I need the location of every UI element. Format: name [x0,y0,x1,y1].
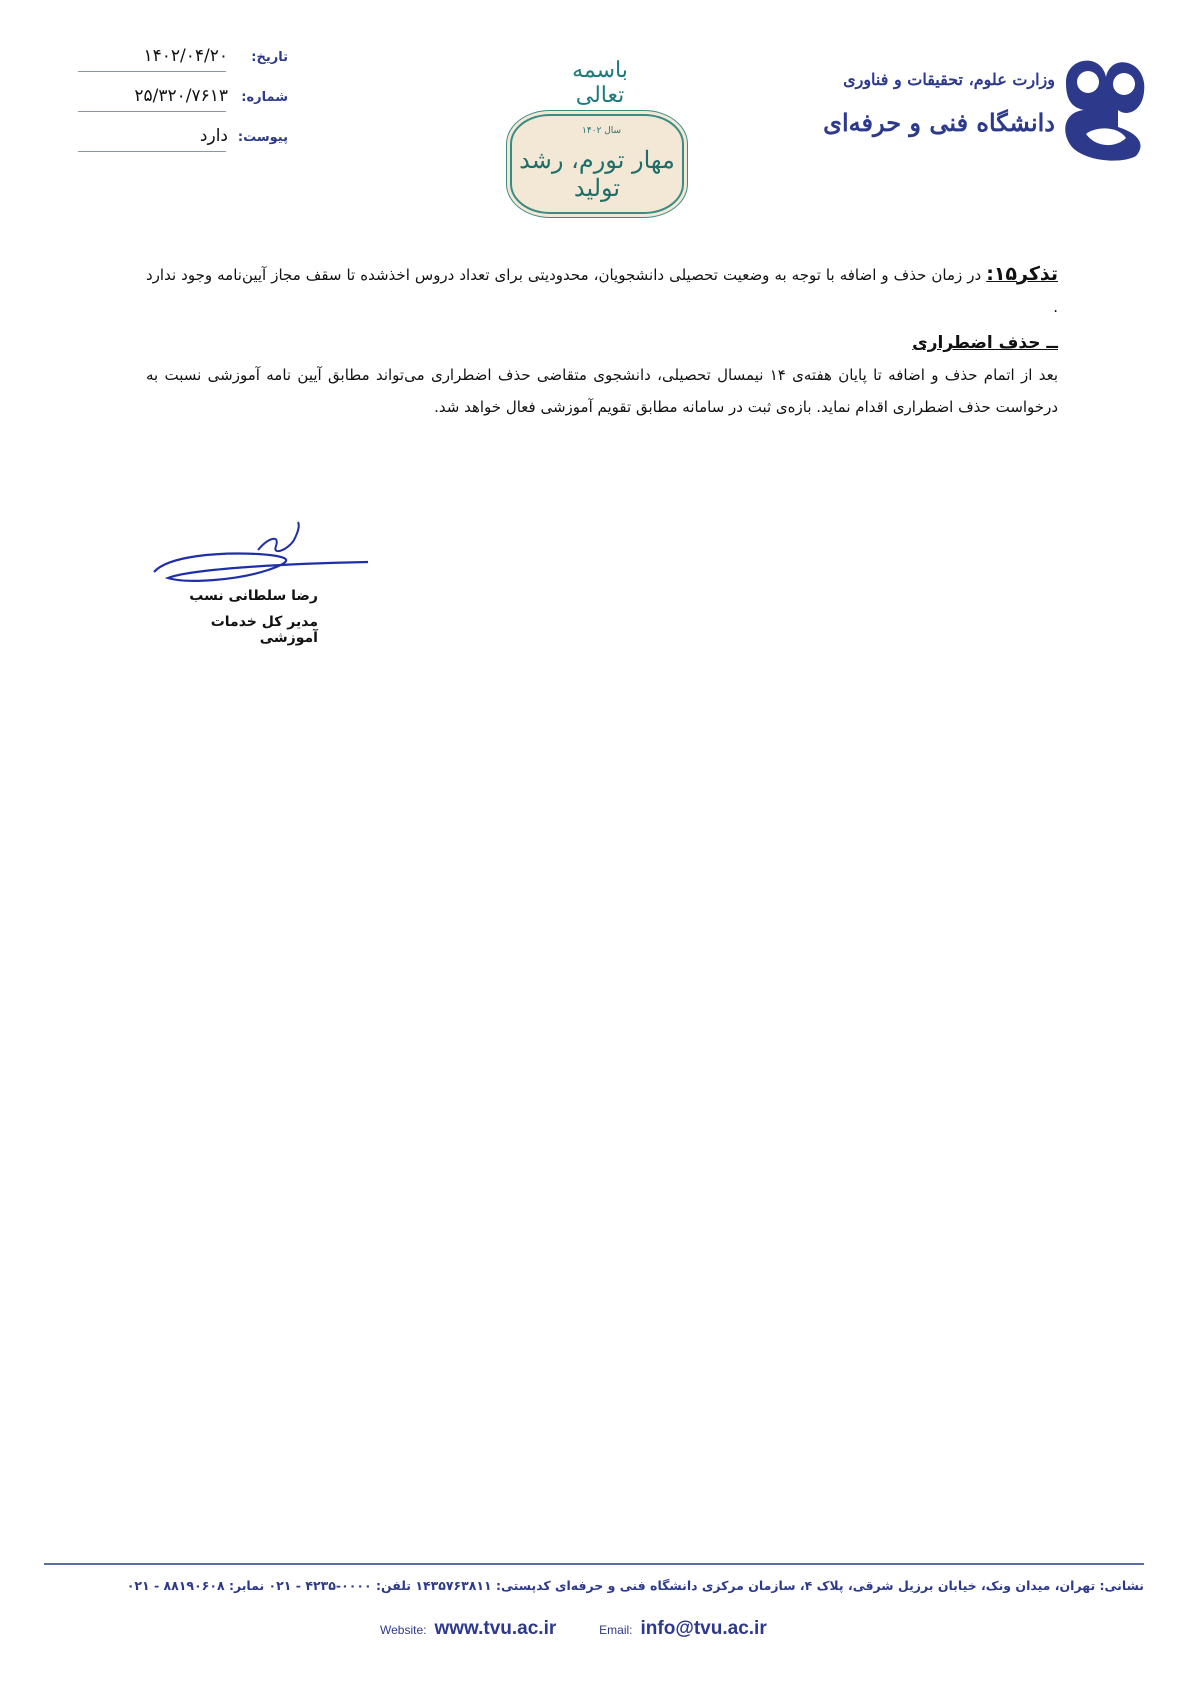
attachment-underline [78,151,226,152]
footer-divider [44,1563,1144,1565]
website-label: Website: [380,1623,427,1637]
motto-emblem [510,114,684,214]
footer-contacts [380,1618,820,1640]
signatory-role: مدیر کل خدمات آموزشی [210,614,318,646]
section-title: ــ حذف اضطراری [912,333,1058,353]
university-name: دانشگاه فنی و حرفه‌ای [823,108,1055,137]
email-label: Email: [599,1623,633,1637]
footer-address: نشانی: تهران، میدان ونک، خیابان برزیل شرقی، پلاک ۴، سازمان مرکزی دانشگاه فنی و حرفه‌ای کدپستی: ۱۴۳۵۷۶۳۸۱۱ تلفن: ۰۰۰۰-۴۲۳۵ - ۰۲۱ نمابر: ۸۸۱۹۰۶۰۸ - ۰۲۱ [126,1578,1144,1593]
number-underline [78,111,226,112]
number-row [78,86,288,112]
date-row [78,46,288,72]
note-paragraph [146,258,1058,323]
note-title: تذکر۱۵: [986,263,1058,285]
section-text: بعد از اتمام حذف و اضافه تا پایان هفته‌ی ۱۴ نیمسال تحصیلی، دانشجوی متقاضی حذف اضطراری می‌تواند مطابق آیین نامه آموزشی نسبت به درخواست حذف اضطراری اقدام نماید. بازه‌ی ثبت در سامانه مطابق تقویم آموزشی فعال خواهد شد. [146,366,1059,416]
ministry-name: وزارت علوم، تحقیقات و فناوری [843,70,1055,89]
date-underline [78,71,226,72]
date-label: تاریخ: [251,50,288,65]
motto-text: مهار تورم، رشد تولید [519,146,675,202]
signatory-name: رضا سلطانی نسب [189,588,318,604]
motto-year: سال ۱۴۰۲ [582,126,622,136]
number-value: ۲۵/۳۲۰/۷۶۱۳ [134,86,228,106]
number-label: شماره: [241,90,288,105]
invocation-text: باسمه تعالی [572,58,628,108]
date-value: ۱۴۰۲/۰۴/۲۰ [143,46,228,66]
note-text: در زمان حذف و اضافه با توجه به وضعیت تحصیلی دانشجویان، محدودیتی برای تعداد دروس اخذشده تا سقف مجاز آیین‌نامه وجود ندارد . [146,266,1058,316]
email-link[interactable]: info@tvu.ac.ir [640,1618,767,1639]
attachment-value: دارد [199,126,228,146]
university-logo-icon [1056,52,1156,162]
letter-body [146,258,1058,423]
attachment-row [78,126,288,152]
attachment-label: پیوست: [237,130,288,145]
website-link[interactable]: www.tvu.ac.ir [434,1618,557,1639]
